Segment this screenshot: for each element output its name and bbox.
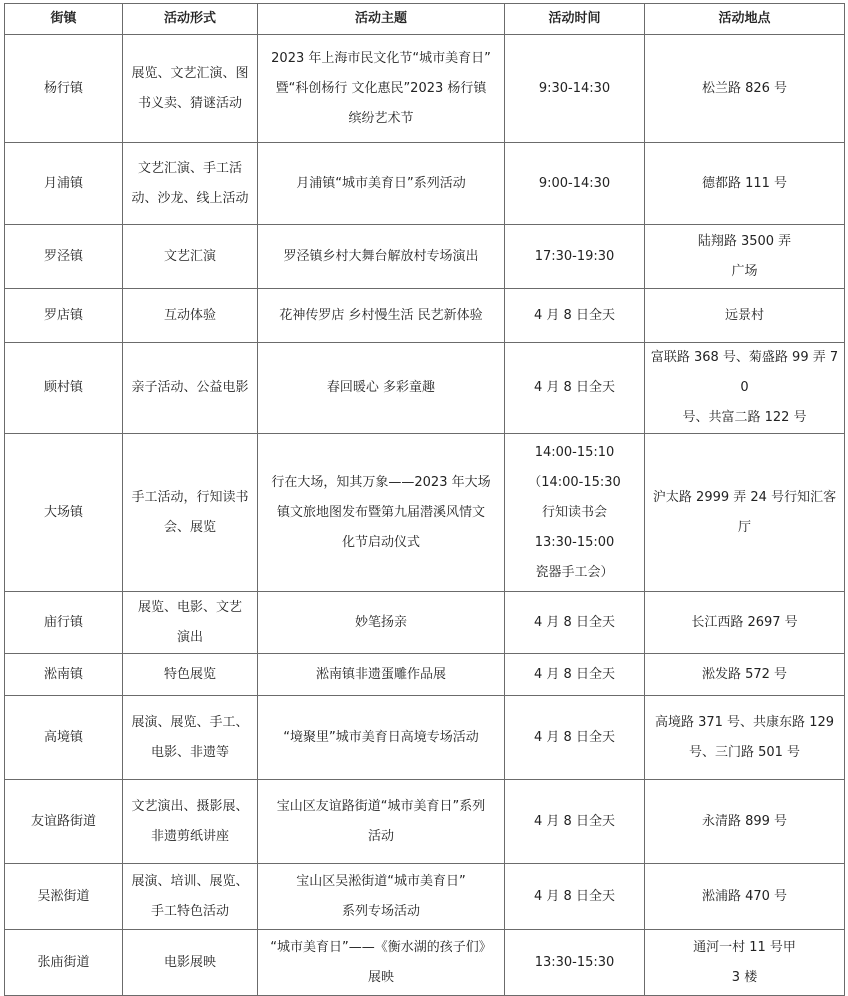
cell-form: 亲子活动、公益电影 (123, 343, 258, 434)
table-row (5, 35, 845, 143)
cell-location: 长江西路 2697 号 (645, 592, 845, 654)
cell-location: 富联路 368 号、菊盛路 99 弄 70 号、共富二路 122 号 (645, 343, 845, 434)
cell-theme: “城市美育日”——《衡水湖的孩子们》 展映 (258, 930, 505, 996)
cell-town: 罗店镇 (5, 289, 123, 343)
cell-town: 友谊路街道 (5, 780, 123, 864)
table-row (5, 343, 845, 434)
cell-town: 吴淞街道 (5, 864, 123, 930)
cell-time: 4 月 8 日全天 (505, 343, 645, 434)
cell-theme: 春回暖心 多彩童趣 (258, 343, 505, 434)
cell-town: 顾村镇 (5, 343, 123, 434)
cell-location: 永清路 899 号 (645, 780, 845, 864)
cell-form: 特色展览 (123, 654, 258, 696)
column-header-time: 活动时间 (505, 4, 645, 35)
cell-town: 罗泾镇 (5, 225, 123, 289)
cell-time: 4 月 8 日全天 (505, 592, 645, 654)
cell-theme: 妙笔扬亲 (258, 592, 505, 654)
cell-location: 陆翔路 3500 弄 广场 (645, 225, 845, 289)
cell-location: 高境路 371 号、共康东路 129 号、三门路 501 号 (645, 696, 845, 780)
cell-form: 文艺汇演、手工活 动、沙龙、线上活动 (123, 143, 258, 225)
table-row (5, 225, 845, 289)
cell-time: 4 月 8 日全天 (505, 289, 645, 343)
cell-location: 远景村 (645, 289, 845, 343)
cell-time: 4 月 8 日全天 (505, 696, 645, 780)
cell-form: 互动体验 (123, 289, 258, 343)
cell-form: 展览、电影、文艺 演出 (123, 592, 258, 654)
cell-time: 4 月 8 日全天 (505, 654, 645, 696)
cell-theme: 花神传罗店 乡村慢生活 民艺新体验 (258, 289, 505, 343)
column-header-theme: 活动主题 (258, 4, 505, 35)
cell-town: 高境镇 (5, 696, 123, 780)
table-row (5, 654, 845, 696)
cell-town: 月浦镇 (5, 143, 123, 225)
cell-town: 大场镇 (5, 434, 123, 592)
cell-theme: 宝山区吴淞街道“城市美育日” 系列专场活动 (258, 864, 505, 930)
cell-location: 松兰路 826 号 (645, 35, 845, 143)
table-row (5, 143, 845, 225)
table-row (5, 434, 845, 592)
column-header-form: 活动形式 (123, 4, 258, 35)
table-row (5, 864, 845, 930)
cell-town: 庙行镇 (5, 592, 123, 654)
cell-form: 手工活动，行知读书 会、展览 (123, 434, 258, 592)
cell-town: 张庙街道 (5, 930, 123, 996)
cell-location: 沪太路 2999 弄 24 号行知汇客厅 (645, 434, 845, 592)
table-row (5, 592, 845, 654)
cell-location: 淞发路 572 号 (645, 654, 845, 696)
cell-theme: 行在大场，知其万象——2023 年大场 镇文旅地图发布暨第九届潜溪风情文 化节启动仪式 (258, 434, 505, 592)
table-row (5, 696, 845, 780)
cell-time: 4 月 8 日全天 (505, 780, 645, 864)
cell-town: 杨行镇 (5, 35, 123, 143)
cell-time: 14:00-15:10 （14:00-15:30 行知读书会 13:30-15:00 瓷器手工会） (505, 434, 645, 592)
table-row (5, 289, 845, 343)
events-table (4, 3, 845, 996)
cell-time: 4 月 8 日全天 (505, 864, 645, 930)
column-header-location: 活动地点 (645, 4, 845, 35)
cell-theme: 2023 年上海市民文化节“城市美育日” 暨“科创杨行 文化惠民”2023 杨行镇 缤纷艺术节 (258, 35, 505, 143)
cell-time: 9:00-14:30 (505, 143, 645, 225)
cell-form: 展演、培训、展览、 手工特色活动 (123, 864, 258, 930)
cell-form: 文艺演出、摄影展、 非遗剪纸讲座 (123, 780, 258, 864)
cell-time: 17:30-19:30 (505, 225, 645, 289)
cell-town: 淞南镇 (5, 654, 123, 696)
cell-theme: “境聚里”城市美育日高境专场活动 (258, 696, 505, 780)
cell-form: 电影展映 (123, 930, 258, 996)
cell-location: 淞浦路 470 号 (645, 864, 845, 930)
cell-theme: 月浦镇“城市美育日”系列活动 (258, 143, 505, 225)
cell-theme: 淞南镇非遗蛋雕作品展 (258, 654, 505, 696)
column-header-town: 街镇 (5, 4, 123, 35)
cell-time: 9:30-14:30 (505, 35, 645, 143)
cell-time: 13:30-15:30 (505, 930, 645, 996)
cell-location: 德都路 111 号 (645, 143, 845, 225)
cell-location: 通河一村 11 号甲 3 楼 (645, 930, 845, 996)
cell-form: 展览、文艺汇演、图 书义卖、猜谜活动 (123, 35, 258, 143)
cell-theme: 罗泾镇乡村大舞台解放村专场演出 (258, 225, 505, 289)
cell-form: 文艺汇演 (123, 225, 258, 289)
cell-form: 展演、展览、手工、 电影、非遗等 (123, 696, 258, 780)
table-header-row (5, 4, 845, 35)
table-row (5, 780, 845, 864)
cell-theme: 宝山区友谊路街道“城市美育日”系列 活动 (258, 780, 505, 864)
